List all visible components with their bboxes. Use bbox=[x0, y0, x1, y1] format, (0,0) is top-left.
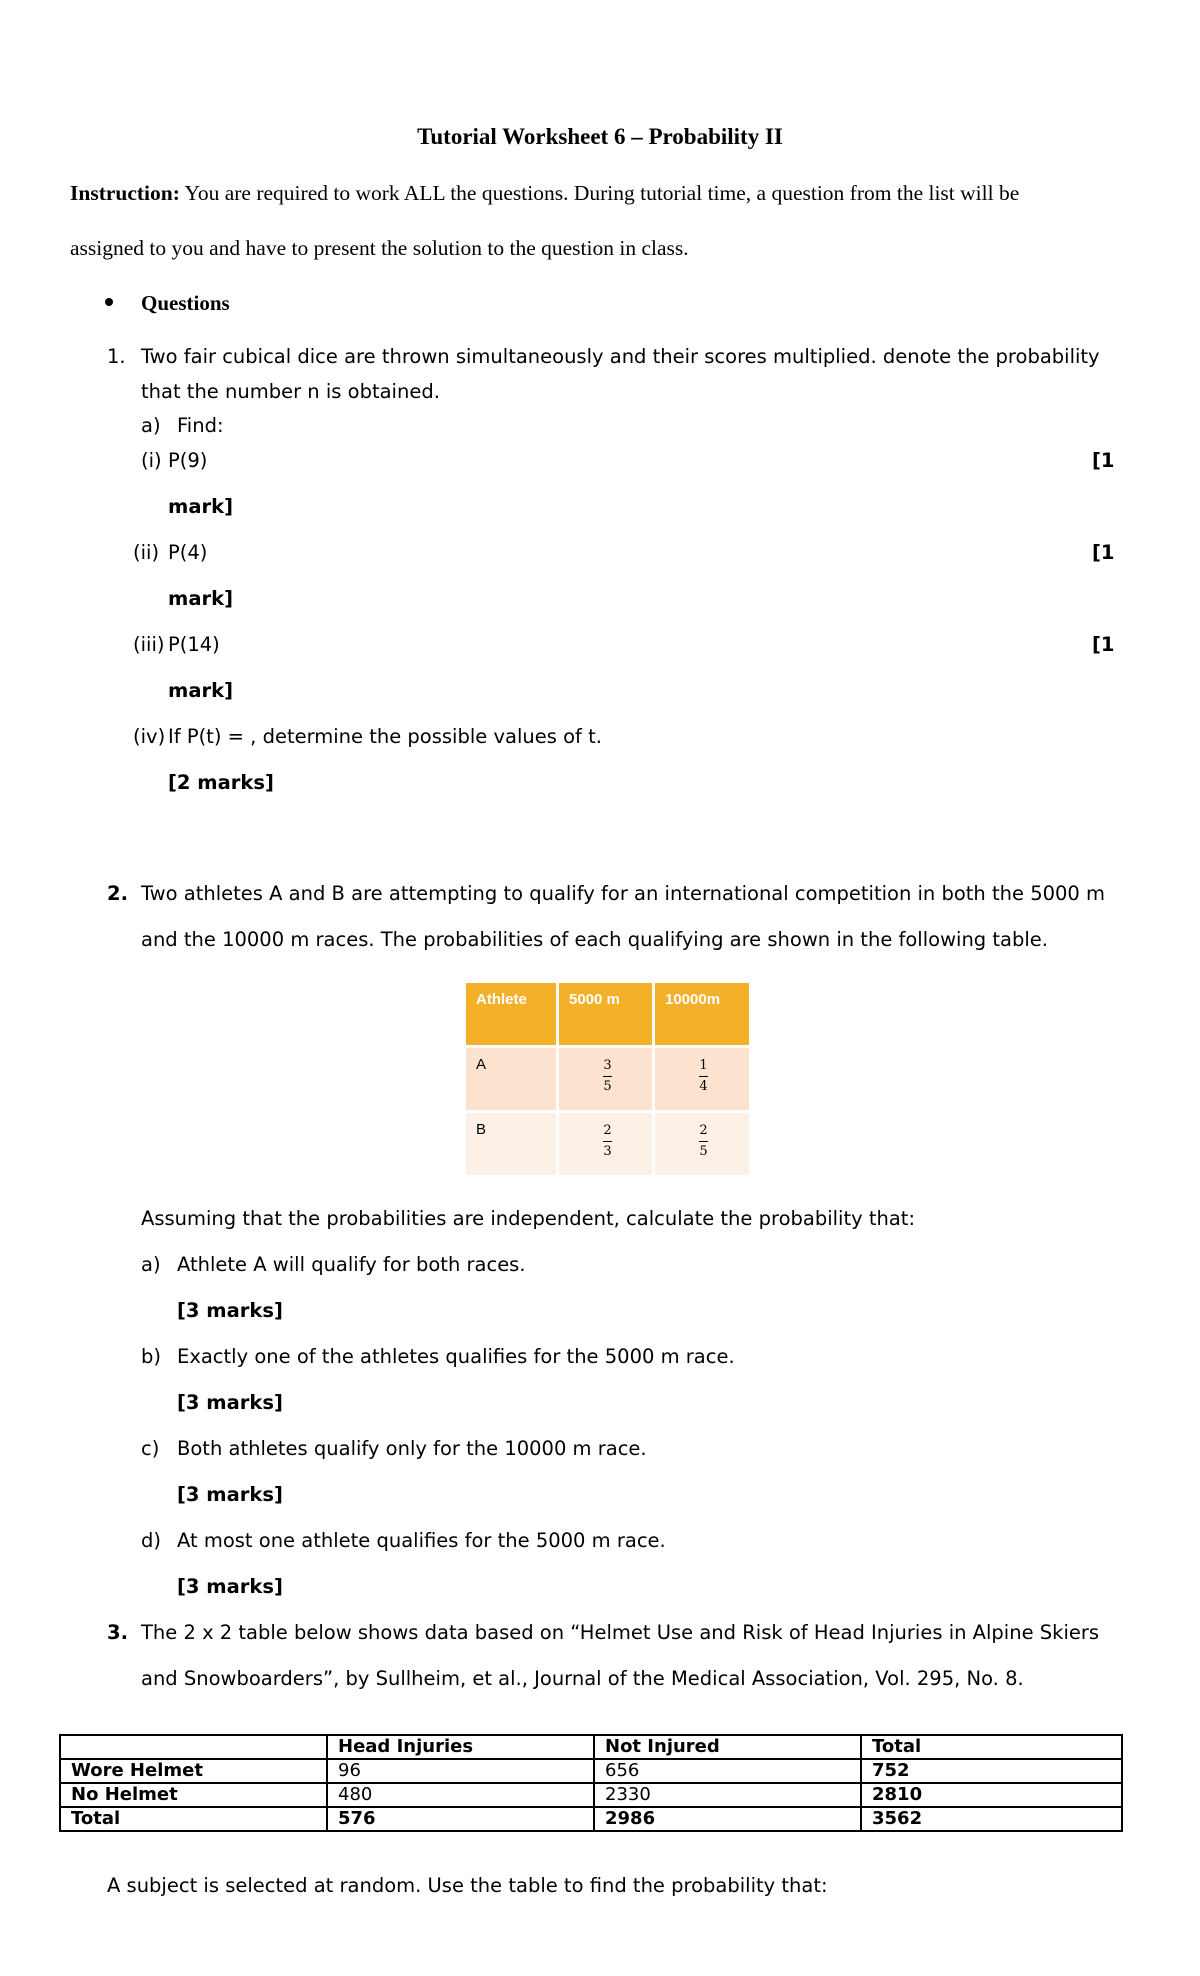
header-head-injuries: Head Injuries bbox=[327, 1735, 594, 1759]
fraction-cell bbox=[559, 1113, 652, 1175]
table-cell: 480 bbox=[327, 1783, 594, 1807]
q1-item-i-label: (i) bbox=[141, 449, 162, 472]
athlete-cell: A bbox=[466, 1048, 556, 1110]
header-10000m: 10000m bbox=[655, 983, 749, 1045]
table-row bbox=[60, 1759, 1122, 1783]
instruction-label: Instruction: bbox=[70, 181, 180, 205]
fraction-cell bbox=[559, 1048, 652, 1110]
instruction-text-1: You are required to work ALL the questions. During tutorial time, a question from the list will be bbox=[179, 181, 1020, 205]
q3-line-1: The 2 x 2 table below shows data based on “Helmet Use and Risk of Head Injuries in Alpine Skiers bbox=[141, 1621, 1100, 1644]
q3-followup: A subject is selected at random. Use the table to find the probability that: bbox=[107, 1874, 828, 1897]
row-label: No Helmet bbox=[60, 1783, 327, 1807]
fraction-cell bbox=[655, 1048, 749, 1110]
q1-item-iv-text: If P(t) = , determine the possible values of t. bbox=[168, 725, 602, 748]
q2-line-1: Two athletes A and B are attempting to qualify for an international competition in both the 5000 m bbox=[141, 882, 1106, 905]
q2-part-a-marks: [3 marks] bbox=[177, 1299, 283, 1322]
q1-item-ii-label: (ii) bbox=[133, 541, 160, 564]
q2-part-d-label: d) bbox=[141, 1529, 161, 1552]
header-athlete: Athlete bbox=[466, 983, 556, 1045]
fraction-denominator: 4 bbox=[699, 1079, 708, 1094]
q2-part-a-text: Athlete A will qualify for both races. bbox=[177, 1253, 526, 1276]
athlete-qualification-table bbox=[463, 980, 752, 1178]
page-title: Tutorial Worksheet 6 – Probability II bbox=[417, 124, 783, 149]
bullet-icon bbox=[105, 298, 113, 306]
table-cell: 96 bbox=[327, 1759, 594, 1783]
q1-item-i-marks: [1 bbox=[1092, 449, 1115, 472]
table-cell-total: 576 bbox=[327, 1807, 594, 1831]
fraction-denominator: 3 bbox=[603, 1144, 612, 1159]
q2-intro: Assuming that the probabilities are independent, calculate the probability that: bbox=[141, 1207, 916, 1230]
q2-part-a-label: a) bbox=[141, 1253, 161, 1276]
q1-number: 1. bbox=[107, 345, 126, 368]
q2-part-c-text: Both athletes qualify only for the 10000 m race. bbox=[177, 1437, 647, 1460]
instruction-line-2: assigned to you and have to present the solution to the question in class. bbox=[70, 236, 689, 260]
q3-number: 3. bbox=[107, 1621, 128, 1644]
q2-part-c-marks: [3 marks] bbox=[177, 1483, 283, 1506]
header-blank bbox=[60, 1735, 327, 1759]
q2-part-c-label: c) bbox=[141, 1437, 160, 1460]
q1-item-ii-marks-cont: mark] bbox=[168, 587, 233, 610]
q2-part-b-text: Exactly one of the athletes qualifies for the 5000 m race. bbox=[177, 1345, 735, 1368]
q2-part-d-text: At most one athlete qualifies for the 5000 m race. bbox=[177, 1529, 666, 1552]
q2-part-b-marks: [3 marks] bbox=[177, 1391, 283, 1414]
q1-item-iii-label: (iii) bbox=[133, 633, 165, 656]
header-not-injured: Not Injured bbox=[594, 1735, 861, 1759]
table-cell-total: 2986 bbox=[594, 1807, 861, 1831]
row-label: Wore Helmet bbox=[60, 1759, 327, 1783]
instruction-line-1 bbox=[70, 181, 1019, 206]
q1-item-ii-marks: [1 bbox=[1092, 541, 1115, 564]
q1-item-i-marks-cont: mark] bbox=[168, 495, 233, 518]
helmet-injury-table bbox=[59, 1734, 1123, 1832]
header-5000m: 5000 m bbox=[559, 983, 652, 1045]
table-cell-total: 752 bbox=[861, 1759, 1122, 1783]
questions-heading: Questions bbox=[141, 291, 230, 315]
table-row bbox=[60, 1807, 1122, 1831]
fraction-numerator: 2 bbox=[699, 1123, 708, 1138]
q1-line-1: Two fair cubical dice are thrown simultaneously and their scores multiplied. denote the probability bbox=[141, 345, 1100, 368]
q2-line-2: and the 10000 m races. The probabilities of each qualifying are shown in the following table. bbox=[141, 928, 1048, 951]
q1-item-iii-marks: [1 bbox=[1092, 633, 1115, 656]
q2-part-b-label: b) bbox=[141, 1345, 161, 1368]
q1-line-2: that the number n is obtained. bbox=[141, 380, 440, 403]
table-cell: 656 bbox=[594, 1759, 861, 1783]
table-header-row bbox=[466, 983, 749, 1045]
table-cell-total: 2810 bbox=[861, 1783, 1122, 1807]
fraction-numerator: 3 bbox=[603, 1058, 612, 1073]
q1-part-a-text: Find: bbox=[177, 414, 224, 437]
q1-item-ii-text: P(4) bbox=[168, 541, 208, 564]
fraction-numerator: 1 bbox=[699, 1058, 708, 1073]
header-total: Total bbox=[861, 1735, 1122, 1759]
table-row bbox=[466, 1048, 749, 1110]
q1-item-iv-marks: [2 marks] bbox=[168, 771, 274, 794]
q1-item-iii-marks-cont: mark] bbox=[168, 679, 233, 702]
q1-part-a-label: a) bbox=[141, 414, 161, 437]
fraction-numerator: 2 bbox=[603, 1123, 612, 1138]
q2-number: 2. bbox=[107, 882, 128, 905]
q3-line-2: and Snowboarders”, by Sullheim, et al., Journal of the Medical Association, Vol. 295, No. 8. bbox=[141, 1667, 1024, 1690]
q1-item-iii-text: P(14) bbox=[168, 633, 220, 656]
row-label: Total bbox=[60, 1807, 327, 1831]
table-row bbox=[466, 1113, 749, 1175]
table-header-row bbox=[60, 1735, 1122, 1759]
table-cell-total: 3562 bbox=[861, 1807, 1122, 1831]
q2-part-d-marks: [3 marks] bbox=[177, 1575, 283, 1598]
q1-item-iv-label: (iv) bbox=[133, 725, 166, 748]
fraction-denominator: 5 bbox=[699, 1144, 708, 1159]
fraction-cell bbox=[655, 1113, 749, 1175]
q1-item-i-text: P(9) bbox=[168, 449, 208, 472]
fraction-denominator: 5 bbox=[603, 1079, 612, 1094]
table-row bbox=[60, 1783, 1122, 1807]
table-cell: 2330 bbox=[594, 1783, 861, 1807]
athlete-cell: B bbox=[466, 1113, 556, 1175]
